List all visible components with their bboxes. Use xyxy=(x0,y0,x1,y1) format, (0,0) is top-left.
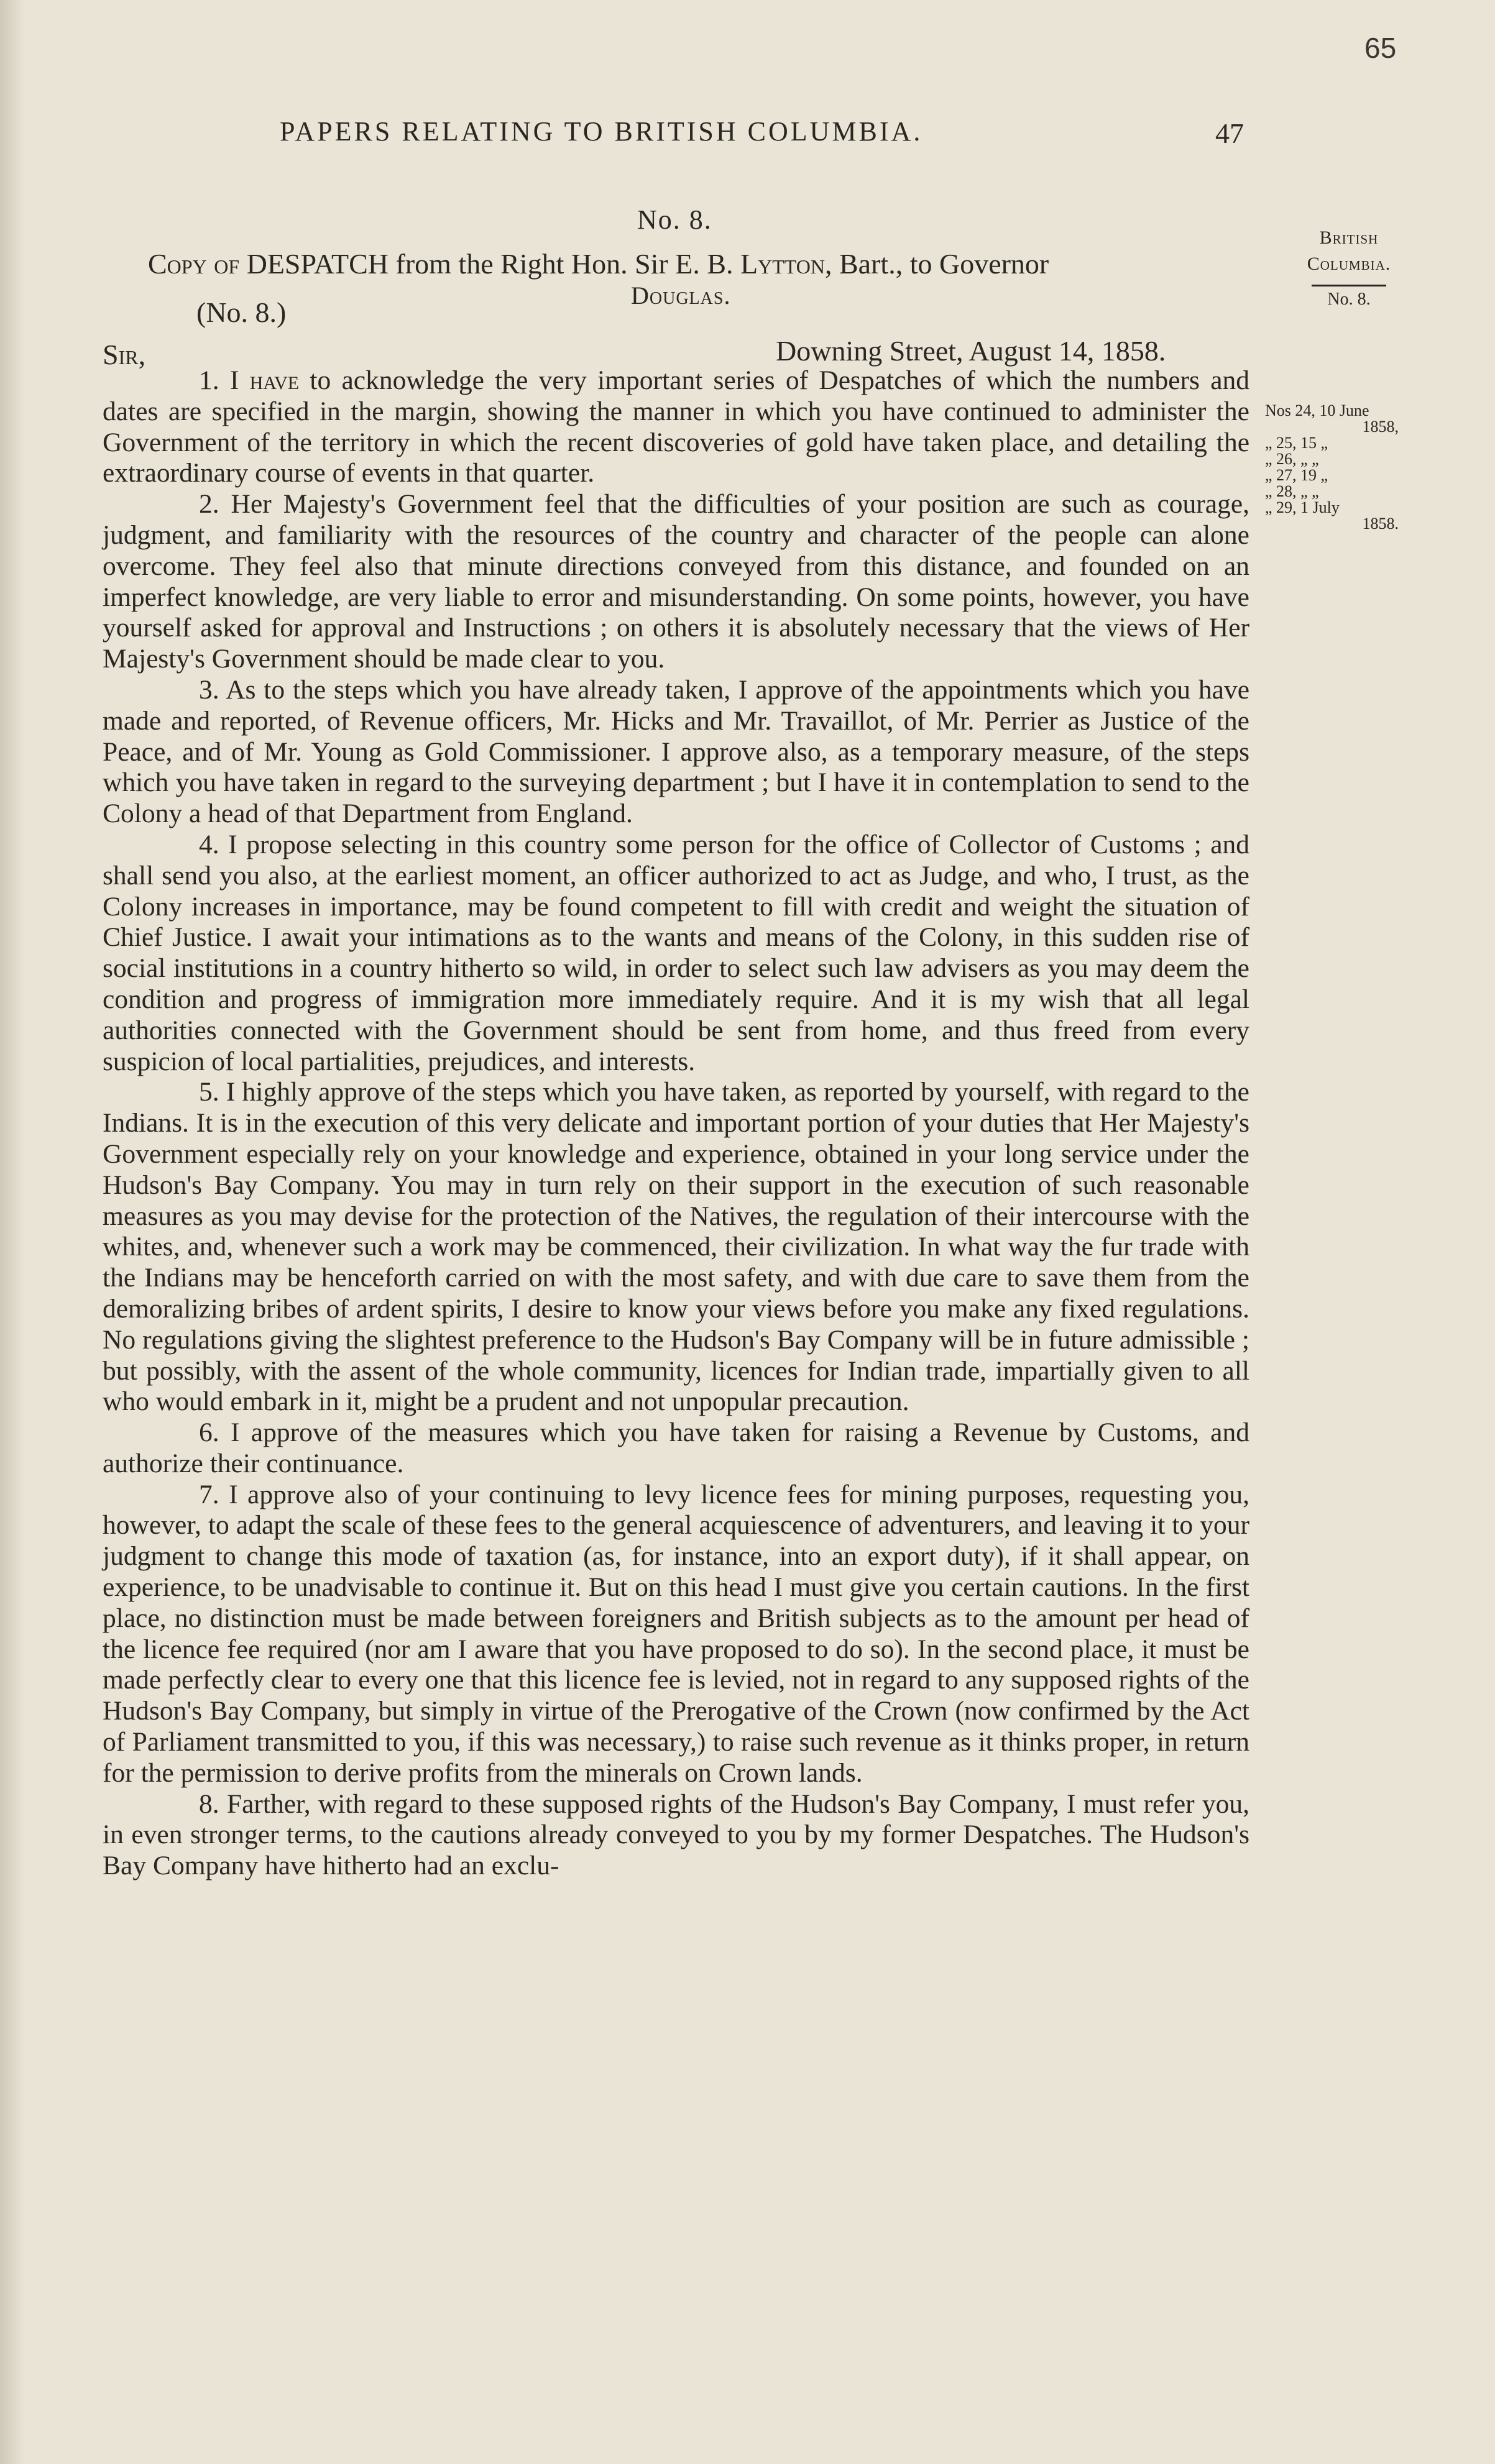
p1-have: have xyxy=(249,365,300,395)
title-from: from the Right Hon. Sir E. B. xyxy=(395,248,734,280)
document-number-heading: No. 8. xyxy=(637,204,712,235)
book-page-number: 47 xyxy=(1215,117,1244,149)
margin-references xyxy=(1265,403,1399,532)
margin-rule xyxy=(1312,285,1386,286)
paragraph-6: 6. I approve of the measures which you have taken for raising a Revenue by Customs, and authorize their continuance. xyxy=(103,1417,1249,1478)
dateline: Downing Street, August 14, 1858. xyxy=(776,335,1166,367)
margin-ref: „ 28, „ „ xyxy=(1265,482,1319,500)
title-despatch: DESPATCH xyxy=(246,248,389,280)
paragraph-2: 2. Her Majesty's Government feel that the difficulties of your position are such as courage, judgment, and familiarity with the resources of the country and character of the people can alone overcome. They feel also that minute directions conveyed from this distance, and founded on an imperfect knowledge, are very liable to error and misunderstanding. On some points, however, you have yourself asked for approval and Instructions ; on others it is absolutely necessary that the views of Her Majesty's Government should be made clear to you. xyxy=(103,489,1249,674)
paragraph-4: 4. I propose selecting in this country some person for the office of Collector of Customs ; and shall send you also, at the earliest moment, an officer authorized to act as Judge, and who, I trust, as the Colony increases in importance, may be found competent to fill with credit and weight the situation of Chief Justice. I await your intimations as to the wants and means of the Colony, in this sudden rise of social institutions in a country hitherto so wild, in order to select such law advisers as you may deem the condition and progress of immigration more immediately require. And it is my wish that all legal authorities connected with the Government should be sent from home, and thus freed from every suspicion of local partialities, prejudices, and interests. xyxy=(103,829,1249,1076)
margin-heading xyxy=(1277,225,1420,277)
page-edge-shadow xyxy=(0,0,25,2464)
paragraph-8: 8. Farther, with regard to these supposed rights of the Hudson's Bay Company, I must refer you, in even stronger terms, to the cautions already conveyed to you by my former Despatches. The Hudson's Bay Company have hitherto had an exclu- xyxy=(103,1788,1249,1881)
title-rest: , Bart., to Governor xyxy=(825,248,1049,280)
margin-heading-line1: British xyxy=(1319,227,1379,248)
title-lytton: Lytton xyxy=(740,248,825,280)
margin-ref: Nos 24, 10 June xyxy=(1265,401,1369,419)
margin-ref: „ 25, 15 „ xyxy=(1265,434,1328,452)
running-head: PAPERS RELATING TO BRITISH COLUMBIA. xyxy=(280,116,923,147)
margin-ref: 1858. xyxy=(1362,515,1399,533)
p1-rest: to acknowledge the very important series of Despatches of which the numbers and dates are specified in the margin, showing the manner in which you have continued to administer the Government of the territory in which the recent discoveries of gold have taken place, and detailing the extraordinary course of events in that quarter. xyxy=(103,365,1250,488)
paragraph-7: 7. I approve also of your continuing to levy licence fees for mining purposes, requesting you, however, to adapt the scale of these fees to the general acquiescence of adventurers, and leaving it to your judgment to change this mode of taxation (as, for instance, into an export duty), if it shall appear, on experience, to be unadvisable to continue it. But on this head I must give you certain cautions. In the first place, no distinction must be made between foreigners and British subjects as to the amount per head of the licence fee required (nor am I aware that you have proposed to do so). In the second place, it must be made perfectly clear to every one that this licence fee is levied, not in regard to any supposed rights of the Hudson's Bay Company, but simply in virtue of the Prerogative of the Crown (now confirmed by the Act of Parliament transmitted to you, if this was necessary,) to raise such revenue as it thinks proper, in return for the permission to derive profits from the minerals on Crown lands. xyxy=(103,1479,1249,1788)
title-addressee: Douglas. xyxy=(631,282,731,309)
margin-ref: 1858, xyxy=(1362,418,1399,436)
despatch-title xyxy=(148,247,1049,280)
paragraph-3: 3. As to the steps which you have already taken, I approve of the appointments which you have made and reported, of Revenue officers, Mr. Hicks and Mr. Travaillot, of Mr. Perrier as Justice of the Peace, and of Mr. Young as Gold Commissioner. I approve also, as a temporary measure, of the steps which you have taken in regard to the surveying department ; but I have it in contemplation to send to the Colony a head of that Department from England. xyxy=(103,674,1249,829)
p1-start: 1. I xyxy=(199,365,239,395)
margin-ref: „ 27, 19 „ xyxy=(1265,466,1328,484)
letter-body xyxy=(103,365,1249,1882)
title-copy: Copy of xyxy=(148,248,240,280)
scan-page-number: 65 xyxy=(1364,32,1397,64)
margin-heading-line2: Columbia. xyxy=(1307,254,1391,274)
margin-number: No. 8. xyxy=(1327,290,1371,309)
despatch-number: (No. 8.) xyxy=(196,296,287,328)
margin-ref: „ 29, 1 July xyxy=(1265,498,1340,516)
salutation: Sir, xyxy=(103,339,146,370)
paragraph-5: 5. I highly approve of the steps which you have taken, as reported by yourself, with regard to the Indians. It is in the execution of this very delicate and important portion of your duties that Her Majesty's Government especially rely on your knowledge and experience, obtained in your long service under the Hudson's Bay Company. You may in turn rely on their support in the execution of such reasonable measures as you may devise for the protection of the Natives, the regulation of their intercourse with the whites, and, whenever such a work may be commenced, their civilization. In what way the fur trade with the Indians may be henceforth carried on with the most safety, and with due care to save them from the demoralizing bribes of ardent spirits, I desire to know your views before you make any fixed regulations. No regulations giving the slightest preference to the Hudson's Bay Company will be in future admissible ; but possibly, with the assent of the whole community, licences for Indian trade, impartially given to all who would embark in it, might be a prudent and not unpopular precaution. xyxy=(103,1077,1249,1417)
margin-ref: „ 26, „ „ xyxy=(1265,450,1319,468)
paragraph-1 xyxy=(103,365,1249,489)
